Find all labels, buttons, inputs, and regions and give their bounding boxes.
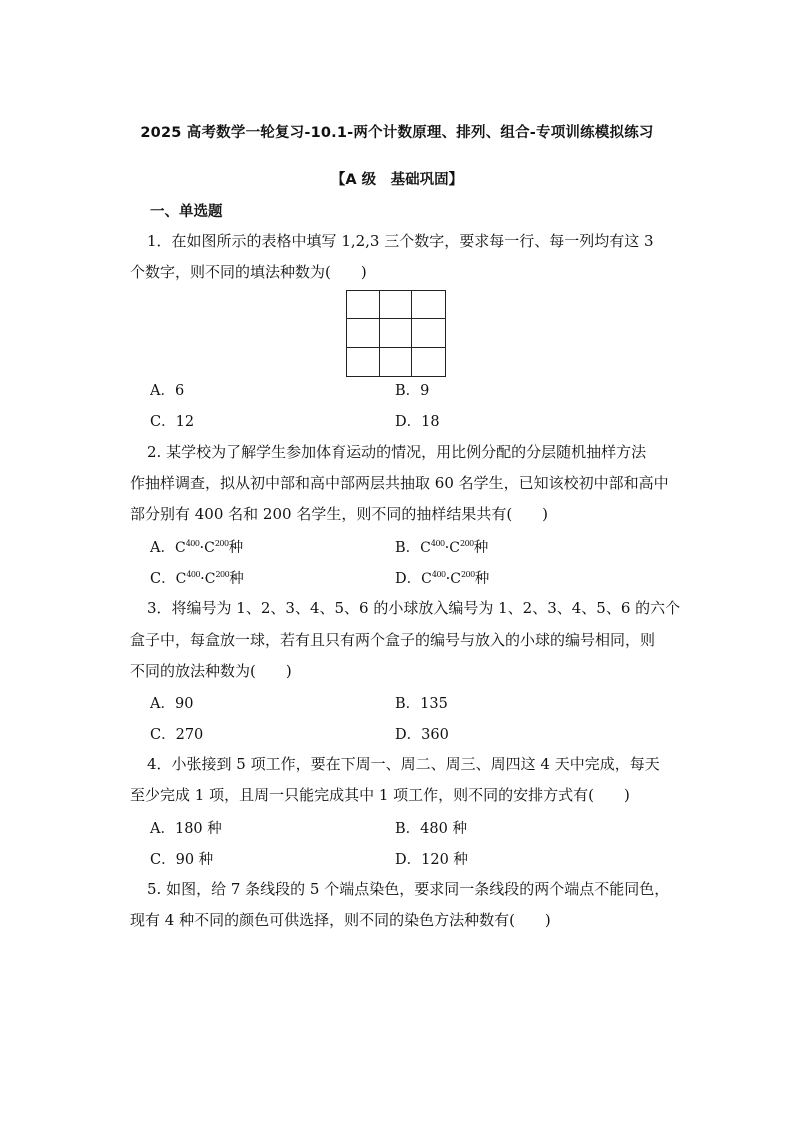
q4-option-d: D．120 种	[395, 852, 468, 868]
grid-cell	[380, 319, 413, 347]
q1-text-line1: 1．在如图所示的表格中填写 1,2,3 三个数字，要求每一行、每一列均有这 3	[147, 232, 654, 250]
q4-option-a: A．180 种	[150, 821, 222, 837]
level-heading: 【A 级 基础巩固】	[330, 172, 464, 188]
option-label: A．	[150, 540, 175, 556]
unit-text: 种	[228, 540, 244, 556]
q2-text-line3: 部分别有 400 名和 200 名学生，则不同的抽样结果共有( )	[130, 505, 549, 523]
option-label: D．	[395, 571, 422, 587]
superscript: 400	[431, 570, 446, 579]
dot: ·	[200, 571, 205, 587]
superscript: 200	[460, 570, 475, 579]
option-label: C．	[150, 571, 176, 587]
q1-option-b: B．9	[395, 383, 430, 399]
grid-cell	[380, 348, 413, 376]
q4-option-c: C．90 种	[150, 852, 214, 868]
superscript: 400	[185, 539, 200, 548]
q1-option-a: A．6	[150, 383, 185, 399]
dot: ·	[199, 540, 205, 556]
combination-symbol: C	[174, 540, 186, 556]
q3-option-c: C．270	[150, 727, 204, 743]
q2-option-c	[150, 567, 244, 588]
option-label: B．	[395, 540, 421, 556]
combination-symbol: C	[204, 540, 215, 556]
q4-option-b: B．480 种	[395, 821, 467, 837]
dot: ·	[444, 540, 450, 556]
q2-option-a	[150, 536, 243, 557]
q3-text-line1: 3．将编号为 1、2、3、4、5、6 的小球放入编号为 1、2、3、4、5、6 的六个	[147, 599, 681, 617]
combination-symbol: C	[450, 571, 461, 587]
grid-cell	[412, 319, 445, 347]
q2-text-line1: 2. 某学校为了解学生参加体育运动的情况，用比例分配的分层随机抽样方法	[147, 443, 647, 461]
q1-option-c: C．12	[150, 414, 195, 430]
unit-text: 种	[473, 540, 489, 556]
grid-cell	[347, 319, 380, 347]
combination-symbol: C	[175, 571, 187, 587]
q3-text-line3: 不同的放法种数为( )	[130, 662, 292, 680]
superscript: 200	[215, 570, 230, 579]
combination-symbol: C	[420, 540, 431, 556]
superscript: 400	[186, 570, 201, 579]
combination-symbol: C	[449, 540, 460, 556]
q2-text-line2: 作抽样调查，拟从初中部和高中部两层共抽取 60 名学生，已知该校初中部和高中	[130, 474, 669, 492]
q5-text-line2: 现有 4 种不同的颜色可供选择，则不同的染色方法种数有( )	[130, 911, 551, 929]
unit-text: 种	[474, 571, 490, 587]
q1-grid-figure	[346, 290, 446, 377]
superscript: 200	[459, 539, 474, 548]
q1-text-line2: 个数字，则不同的填法种数为( )	[130, 263, 367, 281]
q3-option-b: B．135	[395, 696, 448, 712]
q3-option-d: D．360	[395, 727, 449, 743]
superscript: 200	[214, 539, 229, 548]
grid-cell	[412, 291, 445, 319]
q4-text-line2: 至少完成 1 项，且周一只能完成其中 1 项工作，则不同的安排方式有( )	[130, 786, 630, 804]
combination-symbol: C	[204, 571, 216, 587]
q2-option-b	[395, 536, 488, 557]
grid-cell	[412, 348, 445, 376]
combination-symbol: C	[421, 571, 432, 587]
q3-option-a: A．90	[150, 696, 194, 712]
superscript: 400	[430, 539, 445, 548]
q1-option-d: D．18	[395, 414, 440, 430]
q5-text-line1: 5. 如图，给 7 条线段的 5 个端点染色，要求同一条线段的两个端点不能同色，	[147, 880, 670, 898]
q4-text-line1: 4．小张接到 5 项工作，要在下周一、周二、周三、周四这 4 天中完成，每天	[147, 755, 660, 773]
dot: ·	[445, 571, 451, 587]
section-heading: 一、单选题	[150, 204, 223, 220]
grid-cell	[347, 348, 380, 376]
unit-text: 种	[229, 571, 244, 587]
grid-cell	[380, 291, 413, 319]
document-title: 2025 高考数学一轮复习-10.1-两个计数原理、排列、组合-专项训练模拟练习	[140, 125, 654, 141]
q2-option-d	[395, 567, 489, 588]
grid-cell	[347, 291, 380, 319]
q3-text-line2: 盒子中，每盒放一球，若有且只有两个盒子的编号与放入的小球的编号相同，则	[130, 631, 656, 649]
